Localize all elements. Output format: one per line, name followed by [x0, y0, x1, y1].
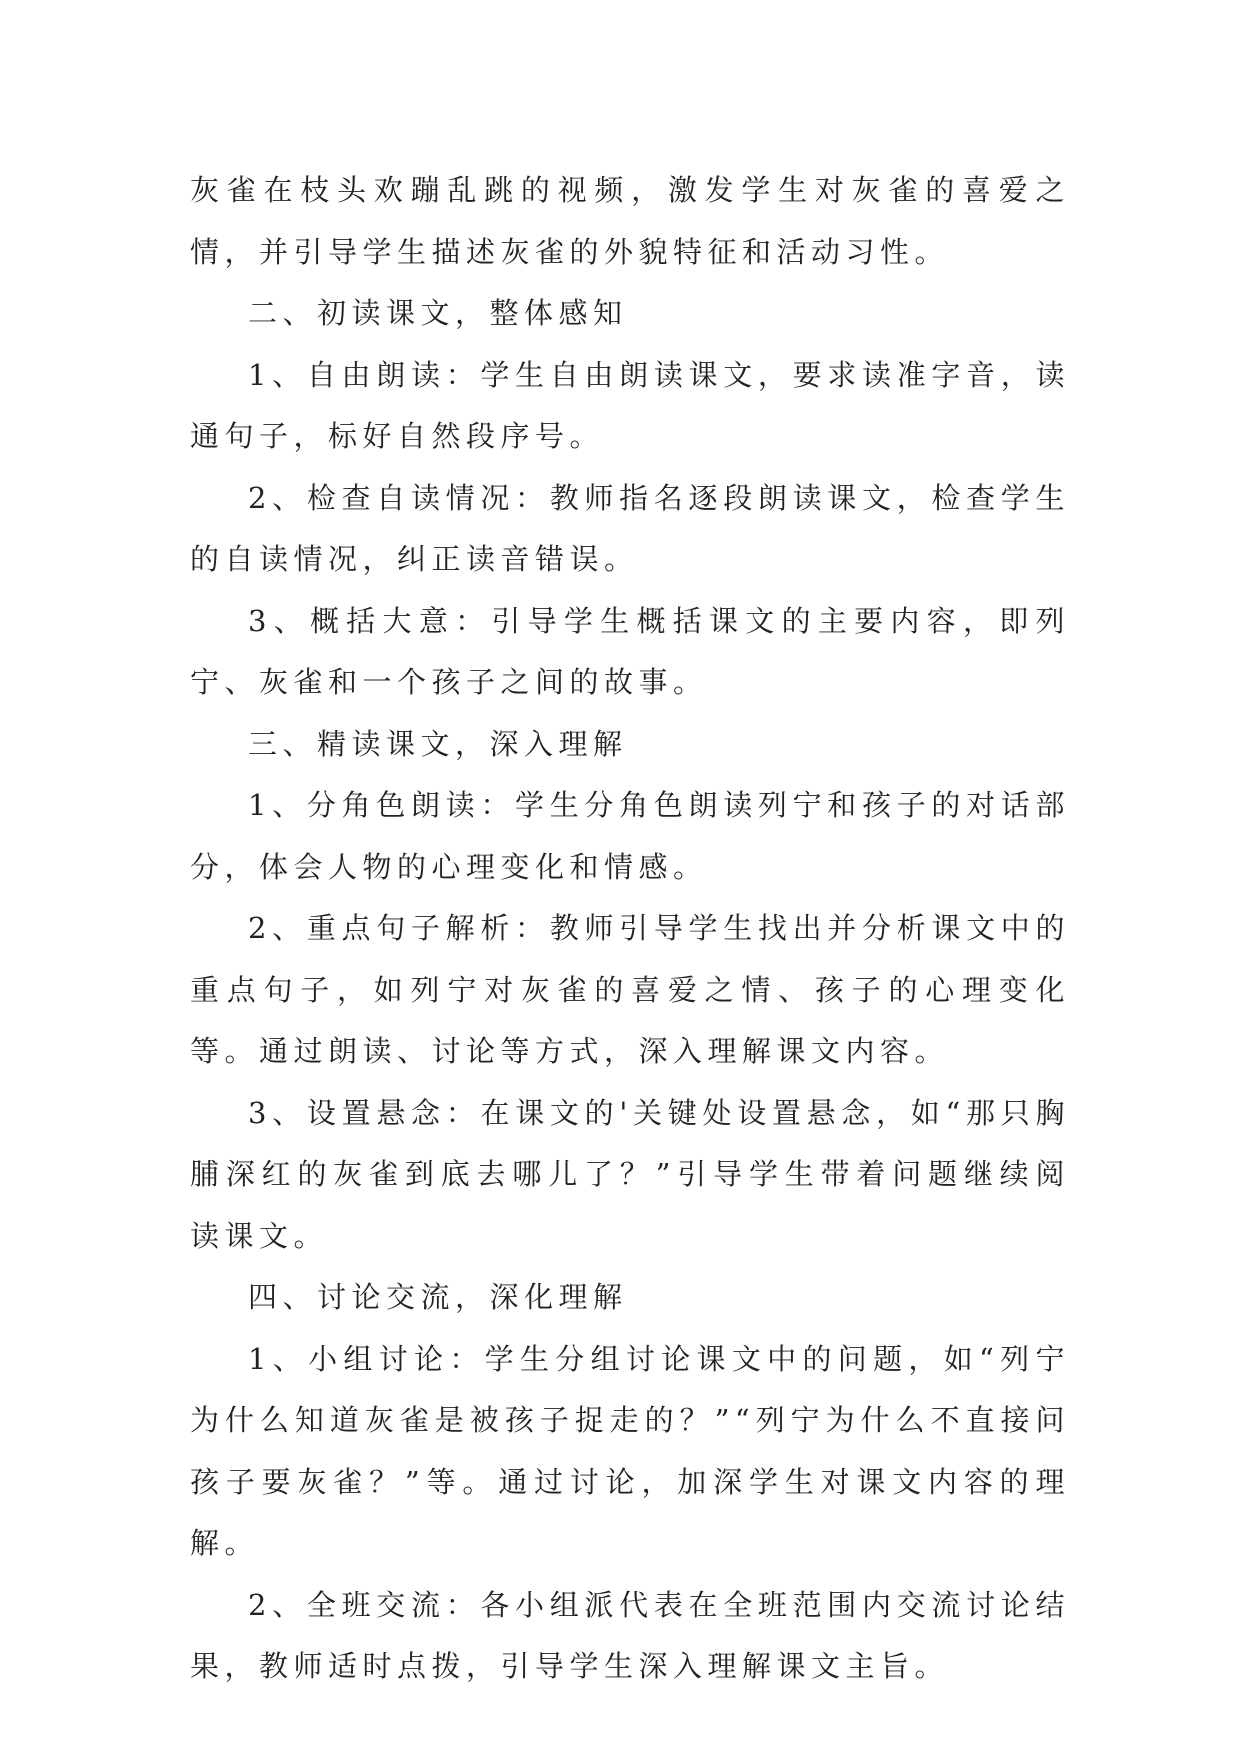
section-heading-2: 二、初读课文，整体感知 [248, 296, 628, 330]
paragraph-11: 1、小组讨论：学生分组讨论课文中的问题，如“列宁为什么知道灰雀是被孩子捉走的？”“列宁为什么不直接问孩子要灰雀？”等。通过讨论，加深学生对课文内容的理解。 [190, 1341, 1070, 1560]
paragraph-1: 灰雀在枝头欢蹦乱跳的视频，激发学生对灰雀的喜爱之情，并引导学生描述灰雀的外貌特征和活动习性。 [190, 173, 1070, 269]
section-heading-4: 四、讨论交流，深化理解 [248, 1280, 628, 1314]
paragraph-12: 2、全班交流：各小组派代表在全班范围内交流讨论结果，教师适时点拨，引导学生深入理解课文主旨。 [190, 1587, 1070, 1683]
section-heading-3: 三、精读课文，深入理解 [248, 726, 628, 761]
document-body [190, 160, 1070, 1698]
paragraph-7: 1、分角色朗读：学生分角色朗读列宁和孩子的对话部分，体会人物的心理变化和情感。 [190, 788, 1070, 884]
paragraph-5: 3、概括大意：引导学生概括课文的主要内容，即列宁、灰雀和一个孩子之间的故事。 [190, 603, 1070, 699]
paragraph-4: 2、检查自读情况：教师指名逐段朗读课文，检查学生的自读情况，纠正读音错误。 [190, 480, 1070, 576]
paragraph-9: 3、设置悬念：在课文的'关键处设置悬念，如“那只胸脯深红的灰雀到底去哪儿了？”引导学生带着问题继续阅读课文。 [190, 1095, 1070, 1253]
paragraph-3: 1、自由朗读：学生自由朗读课文，要求读准字音，读通句子，标好自然段序号。 [190, 357, 1070, 453]
paragraph-8: 2、重点句子解析：教师引导学生找出并分析课文中的重点句子，如列宁对灰雀的喜爱之情、孩子的心理变化等。通过朗读、讨论等方式，深入理解课文内容。 [190, 911, 1070, 1068]
